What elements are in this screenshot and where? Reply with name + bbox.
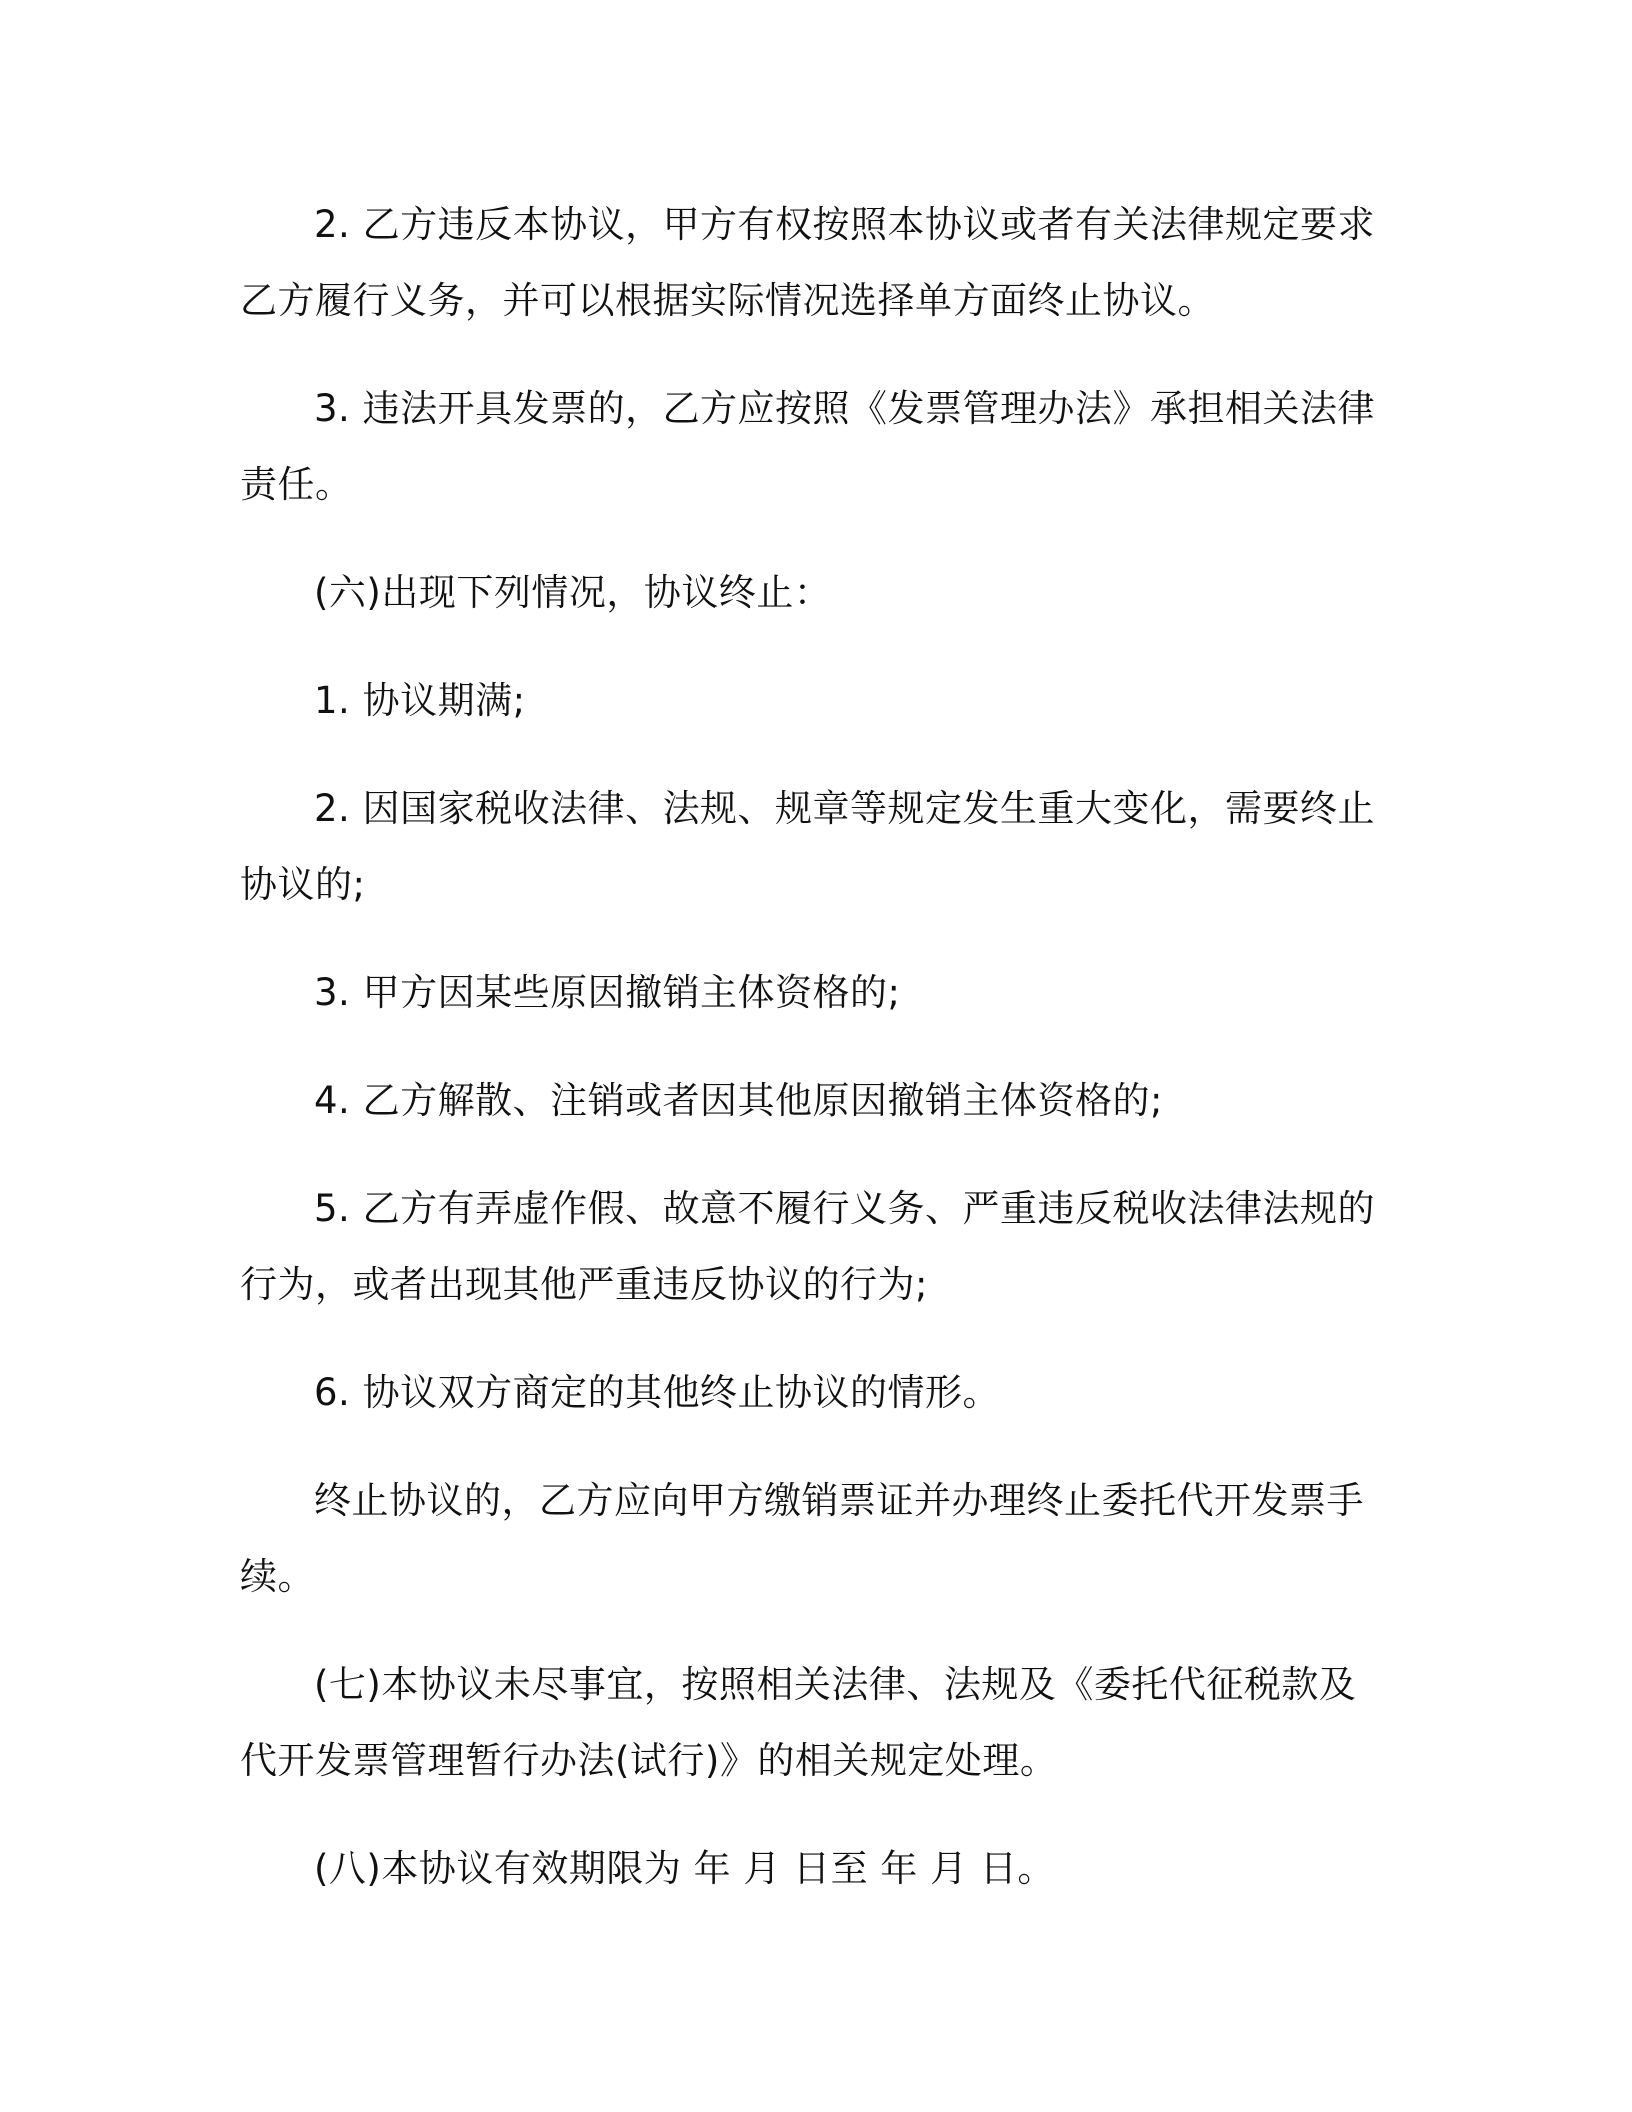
list-item-serious-violation: 5. 乙方有弄虚作假、故意不履行义务、严重违反税收法律法规的行为，或者出现其他严重违反协议的行为; (240, 1187, 1376, 1306)
list-item-party-a-revoked: 3. 甲方因某些原因撤销主体资格的; (314, 971, 901, 1014)
section-eight-paragraph: (八)本协议有效期限为 年 月 日至 年 月 日。 (314, 1847, 1055, 1890)
paragraph-breach-obligations: 2. 乙方违反本协议，甲方有权按照本协议或者有关法律规定要求乙方履行义务，并可以根据实际情况选择单方面终止协议。 (240, 203, 1376, 322)
section-seven-paragraph: (七)本协议未尽事宜，按照相关法律、法规及《委托代征税款及代开发票管理暂行办法(试行)》的相关规定处理。 (240, 1663, 1357, 1782)
paragraph-termination-procedure: 终止协议的，乙方应向甲方缴销票证并办理终止委托代开发票手续。 (240, 1479, 1364, 1598)
list-item-expiry: 1. 协议期满; (314, 679, 526, 722)
paragraph-illegal-invoice: 3. 违法开具发票的，乙方应按照《发票管理办法》承担相关法律责任。 (240, 387, 1376, 506)
section-six-heading: (六)出现下列情况，协议终止： (314, 571, 832, 614)
list-item-mutual-agreement: 6. 协议双方商定的其他终止协议的情形。 (314, 1371, 1001, 1414)
list-item-law-change: 2. 因国家税收法律、法规、规章等规定发生重大变化，需要终止协议的; (240, 787, 1376, 906)
document-body (240, 187, 1390, 1939)
list-item-party-b-dissolved: 4. 乙方解散、注销或者因其他原因撤销主体资格的; (314, 1079, 1164, 1122)
